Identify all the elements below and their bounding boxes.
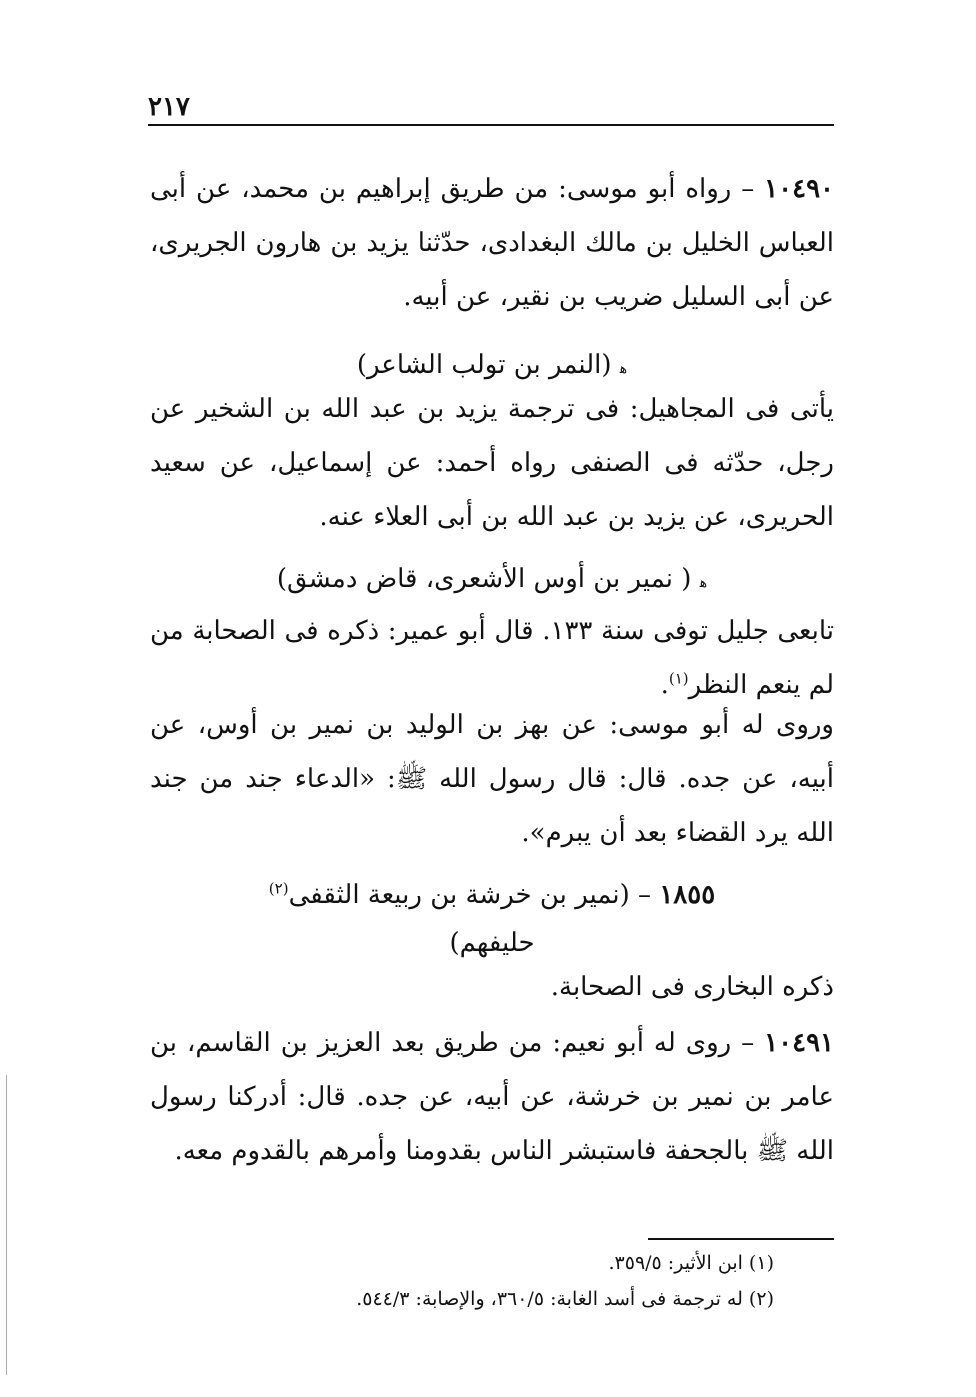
entry-heading-1855: [150, 868, 834, 922]
scan-margin-line: [6, 1075, 7, 1375]
hadith-number: ١٠٤٩٠: [764, 174, 834, 204]
hadith-paragraph-10490: [150, 162, 834, 324]
footnote-rule: [648, 1238, 834, 1240]
dash: –: [731, 174, 765, 204]
entry-number: ١٨٥٥: [659, 880, 716, 910]
entry-title: ( نمير بن أوس الأشعرى، قاض دمشق): [276, 564, 692, 594]
paragraph-tabii: [150, 604, 834, 712]
paragraph-text: روى له أبو نعيم: من طريق بعد العزيز بن القاسم، بن عامر بن نمير بن خرشة، عن أبيه، عن جده. قال: أدركنا رسول الله ﷺ بالجحفة فاستبشر الناس بقدومنا وأمرهم بالقدوم معه.: [150, 1028, 834, 1166]
footnote-ref-1[interactable]: (١): [668, 669, 689, 688]
footnote-2: (٢) له ترجمة فى أسد الغابة: ٣٦٠/٥، والإصابة: ٥٤٤/٣.: [356, 1288, 774, 1310]
paragraph-majahil: [150, 382, 834, 544]
paragraph-bukhari: [150, 960, 834, 1014]
paragraph-text: تابعى جليل توفى سنة ١٣٣. قال أبو عمير: ذكره فى الصحابة من لم ينعم النظر: [150, 616, 834, 700]
paragraph-abu-musa: [150, 698, 834, 860]
entry-mark: ﻫ: [619, 361, 628, 377]
entry-title-continued: حليفهم): [449, 928, 535, 958]
hadith-number: ١٠٤٩١: [764, 1028, 834, 1058]
paragraph-text: وروى له أبو موسى: عن بهز بن الوليد بن نمير بن أوس، عن أبيه، عن جده. قال: قال رسول الله ﷺ: «الدعاء جند من جند الله يرد القضاء بعد أن يبرم».: [150, 710, 834, 848]
entry-mark: ﻫ: [699, 575, 708, 591]
entry-title: (نمير بن خرشة بن ربيعة الثقفى: [288, 880, 630, 910]
dash: –: [629, 880, 660, 910]
paragraph-text: يأتى فى المجاهيل: فى ترجمة يزيد بن عبد الله بن الشخير عن رجل، حدّثه فى الصنفى رواه أحمد: عن إسماعيل، عن سعيد الحريرى، عن يزيد بن عبد الله بن أبى العلاء عنه.: [150, 394, 834, 532]
paragraph-text: رواه أبو موسى: من طريق إبراهيم بن محمد، عن أبى العباس الخليل بن مالك البغدادى، حدّثنا يزيد بن هارون الجريرى، عن أبى السليل ضريب بن نقير، عن أبيه.: [150, 174, 834, 312]
paragraph-text: ذكره البخارى فى الصحابة.: [550, 972, 834, 1002]
footnote-ref-2[interactable]: (٢): [268, 879, 289, 898]
paragraph-end: .: [660, 670, 669, 700]
hadith-paragraph-10491: [150, 1016, 834, 1178]
entry-title: (النمر بن تولب الشاعر): [356, 350, 612, 380]
footnote-1: (١) ابن الأثير: ٣٥٩/٥.: [608, 1252, 774, 1274]
dash: –: [731, 1028, 765, 1058]
header-rule: [148, 124, 834, 126]
entry-heading-numayr-ibn-aws: [150, 552, 834, 610]
page-number: ٢١٧: [148, 92, 190, 122]
